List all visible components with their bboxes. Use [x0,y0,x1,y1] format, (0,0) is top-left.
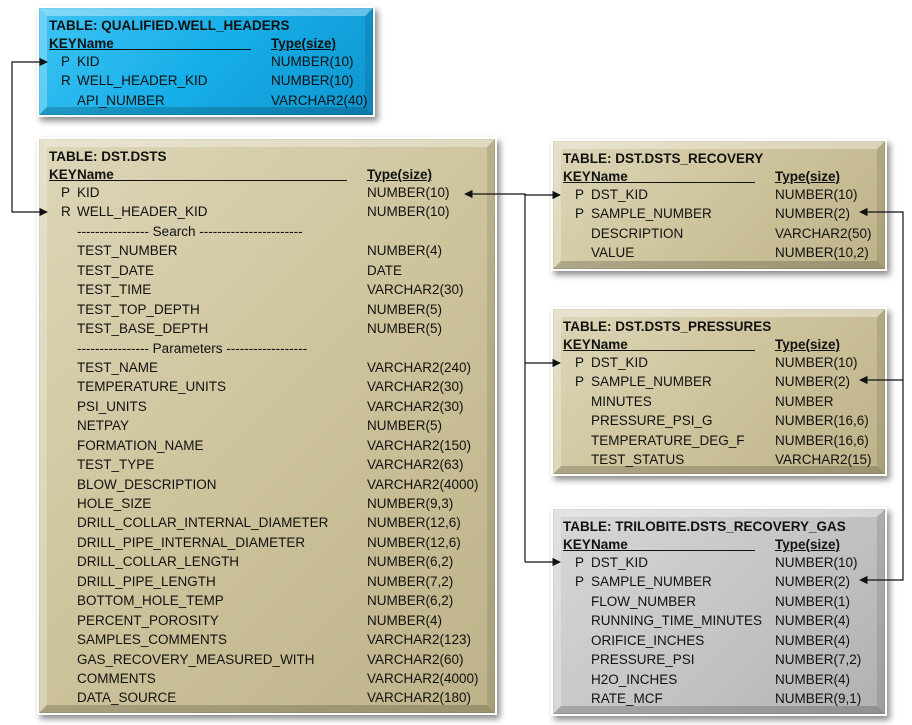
section-separator [49,339,487,358]
table-row [563,224,877,243]
row-type: VARCHAR2(40) [271,92,368,108]
header-type: Type(size) [271,36,337,51]
column-header [563,336,877,353]
table-row [563,689,877,708]
row-name: RUNNING_TIME_MINUTES [591,613,763,629]
table-row [49,533,487,552]
row-name: GAS_RECOVERY_MEASURED_WITH [77,651,315,667]
table-row [49,183,487,202]
table-row [563,372,877,391]
row-type: VARCHAR2(15) [775,452,872,468]
table-row [49,202,487,221]
row-type: NUMBER(4) [775,671,851,687]
table-dsts-pressures [551,307,887,476]
row-name: PRESSURE_PSI_G [591,413,713,429]
row-name: BLOW_DESCRIPTION [77,476,217,492]
table-row [563,392,877,411]
header-name: Name [591,537,628,552]
row-name: DRILL_PIPE_LENGTH [77,573,216,589]
row-name: DST_KID [591,355,649,370]
header-name: Name [77,36,114,51]
header-key: KEY [563,537,591,552]
row-type: NUMBER(5) [367,418,443,434]
row-name: FLOW_NUMBER [591,593,697,609]
row-name: DST_KID [591,555,649,570]
row-type: NUMBER(6,2) [367,554,454,570]
row-type: NUMBER(1) [775,593,851,609]
row-type: VARCHAR2(4000) [367,476,479,492]
row-type: NUMBER(4) [775,613,851,629]
row-key: P [61,54,71,69]
table-title: TABLE: QUALIFIED.WELL_HEADERS [49,18,290,33]
table-row [49,513,487,532]
header-key: KEY [49,167,77,182]
row-type: NUMBER(12,6) [367,515,461,531]
row-type: VARCHAR2(123) [367,632,472,648]
row-name: COMMENTS [77,670,156,686]
row-name: TEST_BASE_DEPTH [77,321,209,337]
table-row [563,243,877,262]
table-row [563,450,877,469]
row-name: SAMPLES_COMMENTS [77,632,228,648]
row-type: NUMBER(12,6) [367,534,461,550]
header-name: Name [591,337,628,352]
separator-text: ---------------- Search ----------------------- [77,223,303,239]
table-row [49,572,487,591]
column-header [563,536,877,553]
row-type: VARCHAR2(63) [367,457,464,473]
header-key: KEY [563,337,591,352]
row-type: NUMBER(10) [367,204,450,220]
row-name: API_NUMBER [77,92,165,108]
row-name: TEST_TYPE [77,457,155,473]
section-separator [49,222,487,241]
row-type: VARCHAR2(4000) [367,670,479,686]
separator-text: ---------------- Parameters ------------------ [77,340,308,356]
row-key: P [575,206,585,222]
row-name: DRILL_COLLAR_LENGTH [77,554,240,570]
table-row [563,204,877,223]
table-row [49,261,487,280]
table-title: TABLE: DST.DSTS_PRESSURES [563,319,772,334]
row-type: NUMBER(10,2) [775,245,869,261]
table-row [49,455,487,474]
row-name: TEST_STATUS [591,452,685,468]
row-name: HOLE_SIZE [77,496,152,511]
row-type: NUMBER(7,2) [775,652,862,668]
row-name: VALUE [591,245,635,261]
table-row [563,611,877,630]
row-type: NUMBER(10) [775,355,858,370]
row-name: FORMATION_NAME [77,437,204,453]
table-title: TABLE: DST.DSTS [49,149,167,164]
row-type: NUMBER(5) [367,321,443,337]
table-row [563,553,877,572]
table-row [49,591,487,610]
table-row [49,91,368,110]
row-key: R [61,204,71,220]
header-type: Type(size) [775,537,841,552]
table-row [49,688,487,707]
row-name: DST_KID [591,187,649,202]
header-type: Type(size) [367,167,433,182]
row-type: NUMBER(16,6) [775,432,869,448]
row-name: KID [77,185,100,200]
table-row [49,475,487,494]
row-name: TEST_TIME [77,282,152,298]
row-name: H2O_INCHES [591,671,678,687]
table-dsts [37,137,497,715]
row-name: DESCRIPTION [591,225,684,241]
table-row [563,353,877,372]
row-name: DRILL_PIPE_INTERNAL_DIAMETER [77,534,306,550]
row-type: NUMBER(10) [775,187,858,202]
row-name: TEST_TOP_DEPTH [77,301,200,317]
table-title: TABLE: TRILOBITE.DSTS_RECOVERY_GAS [563,519,846,534]
header-key: KEY [563,169,591,184]
row-name: TEST_NUMBER [77,243,178,259]
row-name: TEST_NAME [77,359,159,375]
row-name: MINUTES [591,393,652,409]
row-type: VARCHAR2(60) [367,651,464,667]
row-name: TEST_DATE [77,262,155,278]
row-key: P [61,185,71,200]
header-type: Type(size) [775,169,841,184]
row-name: NETPAY [77,418,130,434]
table-row [563,572,877,591]
row-key: P [575,555,585,570]
table-row [49,358,487,377]
row-name: ORIFICE_INCHES [591,632,705,648]
table-dsts-recovery-gas [551,507,887,716]
row-name: DRILL_COLLAR_INTERNAL_DIAMETER [77,515,329,531]
row-type: NUMBER(2) [775,574,851,590]
row-type: NUMBER(10) [775,555,858,570]
row-type: VARCHAR2(30) [367,379,464,395]
row-name: RATE_MCF [591,691,663,707]
row-name: SAMPLE_NUMBER [591,374,712,390]
table-row [563,411,877,430]
table-row [563,631,877,650]
row-type: VARCHAR2(30) [367,282,464,298]
row-name: TEMPERATURE_UNITS [77,379,227,395]
row-name: PSI_UNITS [77,398,147,414]
row-key: P [575,355,585,370]
table-row [49,416,487,435]
row-type: VARCHAR2(50) [775,225,872,241]
table-row [49,300,487,319]
table-row [49,241,487,260]
row-name: SAMPLE_NUMBER [591,206,712,222]
row-name: PERCENT_POROSITY [77,612,219,628]
table-row [49,71,365,90]
row-name: TEMPERATURE_DEG_F [591,432,745,448]
row-name: KID [77,54,100,69]
row-name: PRESSURE_PSI [591,652,695,668]
row-key: P [575,374,585,390]
row-type: NUMBER(10) [271,54,354,69]
row-type: NUMBER(6,2) [367,593,454,609]
row-key: R [61,73,71,89]
table-row [49,280,487,299]
row-type: NUMBER(9,1) [775,691,862,707]
table-row [49,319,487,338]
column-header [49,35,365,52]
column-header [49,166,487,183]
table-row [563,650,877,669]
table-row [49,52,365,71]
header-name: Name [591,169,628,184]
row-key: P [575,187,585,202]
table-row [49,436,487,455]
row-name: BOTTOM_HOLE_TEMP [77,593,224,609]
row-type: VARCHAR2(240) [367,359,472,375]
table-row [49,650,487,669]
table-row [563,431,877,450]
row-type: NUMBER(4) [367,243,443,259]
table-row [49,397,487,416]
header-name: Name [77,167,114,182]
row-type: NUMBER(16,6) [775,413,869,429]
row-type: NUMBER(10) [367,185,450,200]
row-type: NUMBER(7,2) [367,573,454,589]
row-type: NUMBER [775,393,834,409]
row-type: NUMBER(10) [271,73,354,89]
row-type: VARCHAR2(180) [367,690,472,706]
row-name: SAMPLE_NUMBER [591,574,712,590]
row-type: NUMBER(4) [775,632,851,648]
row-type: DATE [367,262,403,278]
row-type: VARCHAR2(150) [367,437,472,453]
table-row [563,670,877,689]
header-underline [77,166,347,181]
table-well-headers [37,6,375,117]
row-name: WELL_HEADER_KID [77,73,208,89]
table-title: TABLE: DST.DSTS_RECOVERY [563,151,764,166]
row-type: NUMBER(4) [367,612,443,628]
column-header [563,168,877,185]
header-type: Type(size) [775,337,841,352]
row-type: NUMBER(2) [775,374,851,390]
row-key: P [575,574,585,590]
row-type: NUMBER(2) [775,206,851,222]
row-type: NUMBER(5) [367,301,443,317]
header-key: KEY [49,36,77,51]
row-name: DATA_SOURCE [77,690,177,706]
row-type: VARCHAR2(30) [367,398,464,414]
table-row [563,185,877,204]
table-row [49,611,487,630]
table-row [49,552,487,571]
table-dsts-recovery [551,139,887,271]
table-row [49,377,487,396]
table-row [49,669,487,688]
table-row [49,494,487,513]
row-name: WELL_HEADER_KID [77,204,208,220]
table-row [49,630,487,649]
table-row [563,592,877,611]
row-type: NUMBER(9,3) [367,496,454,511]
